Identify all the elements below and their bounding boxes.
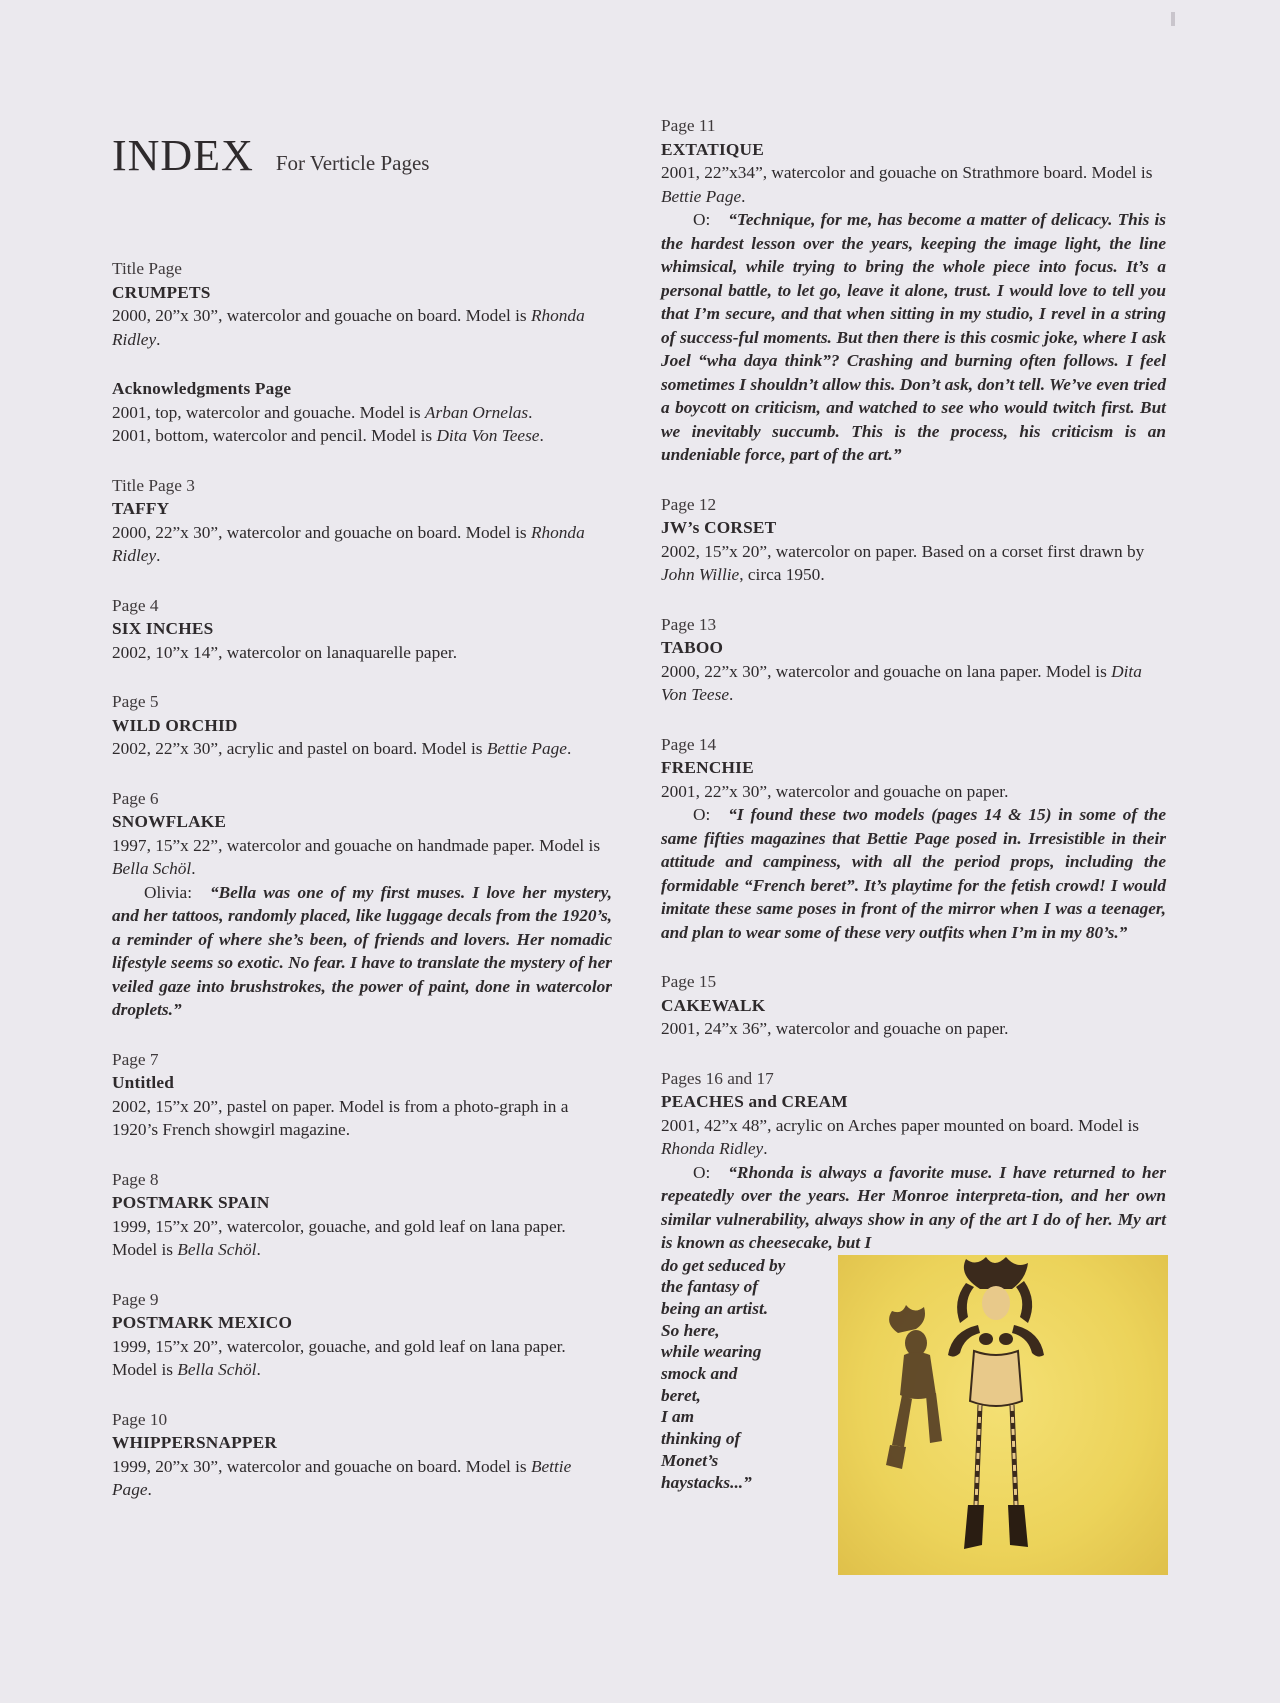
quote-line: the fantasy of (661, 1277, 758, 1297)
entry-title: WILD ORCHID (112, 715, 238, 735)
left-column (112, 130, 612, 1528)
quote-line: being an artist. (661, 1298, 769, 1318)
entry-title: TABOO (661, 638, 724, 657)
artist-quote (661, 803, 1166, 944)
quote-speaker: O: (693, 1162, 711, 1182)
entry-page-ref: Page 6 (112, 788, 159, 808)
model-name: Bella Schöl (112, 859, 192, 878)
entry-page-ref: Page 13 (661, 614, 717, 634)
entry-page-ref: Page 11 (661, 116, 716, 135)
model-name: Bella Schöl (177, 1360, 257, 1379)
entry-description: 1999, 15”x 20”, watercolor, gouache, and gold leaf on lana paper. Model is Bella Schöl. (112, 1216, 566, 1259)
entry-page-ref: Page 8 (112, 1169, 159, 1189)
quote-speaker: O: (693, 805, 711, 824)
entry-title: SIX INCHES (112, 619, 214, 638)
model-name: Rhonda Ridley (112, 522, 585, 565)
quote-line: thinking of (661, 1429, 741, 1449)
entry-title: Acknowledgments Page (112, 379, 292, 398)
entry-page-ref: Page 10 (112, 1409, 168, 1429)
entry-extatique (661, 114, 1166, 467)
entry-title: PEACHES and CREAM (661, 1092, 848, 1111)
entry-jws-corset (661, 493, 1166, 587)
entry-page-ref: Page 5 (112, 692, 159, 711)
entry-page-ref: Title Page 3 (112, 475, 195, 495)
page-title: INDEX (112, 131, 254, 180)
entry-crumpets (112, 257, 612, 351)
entry-description-bottom: 2001, bottom, watercolor and pencil. Model is Dita Von Teese. (112, 426, 544, 445)
entry-postmark-mexico (112, 1288, 612, 1382)
entry-title: TAFFY (112, 499, 170, 518)
entry-title: CRUMPETS (112, 282, 211, 302)
entry-title: POSTMARK SPAIN (112, 1193, 270, 1212)
entry-description: 2002, 22”x 30”, acrylic and pastel on board. Model is Bettie Page. (112, 739, 572, 758)
quote-speaker: Olivia: (144, 882, 192, 902)
entry-page-ref: Page 4 (112, 595, 159, 615)
entry-frenchie (661, 733, 1166, 945)
entry-page-ref: Pages 16 and 17 (661, 1068, 774, 1088)
quote-line: I am (661, 1407, 695, 1427)
model-name: Dita Von Teese (436, 426, 540, 445)
entry-untitled (112, 1048, 612, 1142)
artwork-illustration (838, 1255, 1168, 1575)
quote-text: “I found these two models (pages 14 & 15) in some of the same fifties magazines that Bettie Page posed in. Irresistible in their attitude and campiness, with all the period props, including the formidable “French beret”. It’s playtime for the fetish crowd! I would imitate these same poses in front of the mirror when I was a teenager, and plan to wear some of these very outfits when I’m in my 80’s.” (661, 805, 1166, 942)
entry-description: 2000, 22”x 30”, watercolor and gouache on lana paper. Model is Dita Von Teese. (661, 661, 1142, 704)
entry-description: 1999, 15”x 20”, watercolor, gouache, and gold leaf on lana paper. Model is Bella Schöl. (112, 1336, 566, 1379)
quote-continuation (661, 1255, 821, 1494)
two-figures-illustration (838, 1255, 1168, 1575)
quote-speaker: O: (693, 210, 711, 229)
model-name: Rhonda Ridley (112, 306, 585, 349)
entry-description: 2000, 22”x 30”, watercolor and gouache on board. Model is Rhonda Ridley. (112, 522, 585, 565)
artist-quote (661, 208, 1166, 467)
quote-text: “Bella was one of my first muses. I love her mystery, and her tattoos, randomly placed, like luggage decals from the 1920’s, a reminder of where she’s been, of friends and lovers. Her nomadic lifestyle seems so exotic. No fear. I have to translate the mystery of her veiled gaze into brushstrokes, the power of paint, done in watercolor droplets.” (112, 882, 612, 1019)
entry-title: CAKEWALK (661, 995, 766, 1015)
model-name: Arban Ornelas (424, 402, 529, 422)
entry-title: SNOWFLAKE (112, 812, 227, 831)
quote-line: smock and (661, 1364, 738, 1384)
entry-description: 1997, 15”x 22”, watercolor and gouache on handmade paper. Model is Bella Schöl. (112, 835, 601, 878)
entry-page-ref: Title Page (112, 259, 182, 278)
model-name: Bettie Page (661, 186, 742, 206)
entry-cakewalk (661, 970, 1166, 1041)
entry-description: 2002, 10”x 14”, watercolor on lanaquarelle paper. (112, 642, 458, 662)
quote-wrap-block (661, 1255, 1166, 1575)
entry-title: EXTATIQUE (661, 139, 764, 159)
quote-line: beret, (661, 1385, 701, 1405)
quote-line: haystacks...” (661, 1472, 752, 1492)
quote-line: do get seduced by (661, 1255, 786, 1275)
page-subtitle: For Verticle Pages (275, 151, 430, 175)
artist-quote (661, 1161, 1166, 1255)
entry-title: JW’s CORSET (661, 518, 777, 537)
entry-description: 2001, 24”x 36”, watercolor and gouache on paper. (661, 1019, 1009, 1038)
entry-description: 1999, 20”x 30”, watercolor and gouache on board. Model is Bettie Page. (112, 1456, 572, 1499)
entry-six-inches (112, 594, 612, 665)
model-name: Dita Von Teese (661, 661, 1142, 704)
page-edge-mark (1171, 12, 1175, 26)
index-heading (112, 130, 612, 181)
right-column (661, 114, 1166, 1575)
artist-name: John Willie (661, 565, 740, 584)
entry-description-top: 2001, top, watercolor and gouache. Model is Arban Ornelas. (112, 402, 533, 422)
entry-wild-orchid (112, 690, 612, 761)
entry-title: WHIPPERSNAPPER (112, 1433, 278, 1452)
entry-page-ref: Page 12 (661, 494, 717, 514)
entry-peaches-and-cream (661, 1067, 1166, 1575)
entry-page-ref: Page 7 (112, 1049, 159, 1069)
entry-page-ref: Page 15 (661, 972, 717, 991)
artist-quote (112, 881, 612, 1022)
entry-page-ref: Page 14 (661, 734, 717, 754)
quote-line: while wearing (661, 1342, 762, 1362)
entry-description: 2002, 15”x 20”, pastel on paper. Model is from a photo-graph in a 1920’s French showgirl magazine. (112, 1096, 569, 1139)
entry-description: 2002, 15”x 20”, watercolor on paper. Based on a corset first drawn by John Willie, circa 1950. (661, 541, 1145, 584)
model-name: Bettie Page (486, 739, 567, 758)
model-name: Bella Schöl (177, 1240, 257, 1259)
entry-taffy (112, 474, 612, 568)
entry-description: 2001, 22”x 30”, watercolor and gouache on paper. (661, 781, 1009, 801)
quote-line: So here, (661, 1320, 720, 1340)
quote-text: “Technique, for me, has become a matter of delicacy. This is the hardest lesson over the years, keeping the image light, the line whimsical, while trying to bring the whole piece into focus. It’s a personal battle, to let go, leave it alone, trust. I would love to tell you that I’m secure, and that when sitting in my studio, I revel in a string of success-ful moments. But then there is this cosmic joke, where I ask Joel “wha daya think”? Crashing and burning often follows. I feel sometimes I shouldn’t allow this. Don’t ask, don’t tell. We’ve even tried a boycott on criticism, and watched to see who would twitch first. But we inevitably succumb. This is the process, his criticism is an undeniable force, part of the art.” (661, 210, 1166, 464)
entry-acknowledgments (112, 377, 612, 448)
entry-description: 2001, 42”x 48”, acrylic on Arches paper mounted on board. Model is Rhonda Ridley. (661, 1115, 1139, 1158)
entry-title: POSTMARK MEXICO (112, 1313, 293, 1332)
entry-title: Untitled (112, 1073, 175, 1092)
entry-snowflake (112, 787, 612, 1022)
entry-description: 2000, 20”x 30”, watercolor and gouache on board. Model is Rhonda Ridley. (112, 306, 585, 349)
entry-description: 2001, 22”x34”, watercolor and gouache on Strathmore board. Model is Bettie Page. (661, 163, 1153, 206)
quote-text: “Rhonda is always a favorite muse. I have returned to her repeatedly over the years. Her Monroe interpreta-tion, and her own similar vulnerability, always show in any of the art I do of her. My art is known as cheesecake, but I (661, 1162, 1166, 1252)
quote-line: Monet’s (661, 1450, 719, 1470)
entry-whippersnapper (112, 1408, 612, 1502)
entry-page-ref: Page 9 (112, 1289, 159, 1309)
entry-postmark-spain (112, 1168, 612, 1262)
entry-taboo (661, 613, 1166, 707)
entry-title: FRENCHIE (661, 758, 754, 777)
model-name: Bettie Page (112, 1456, 572, 1499)
model-name: Rhonda Ridley (661, 1139, 764, 1158)
